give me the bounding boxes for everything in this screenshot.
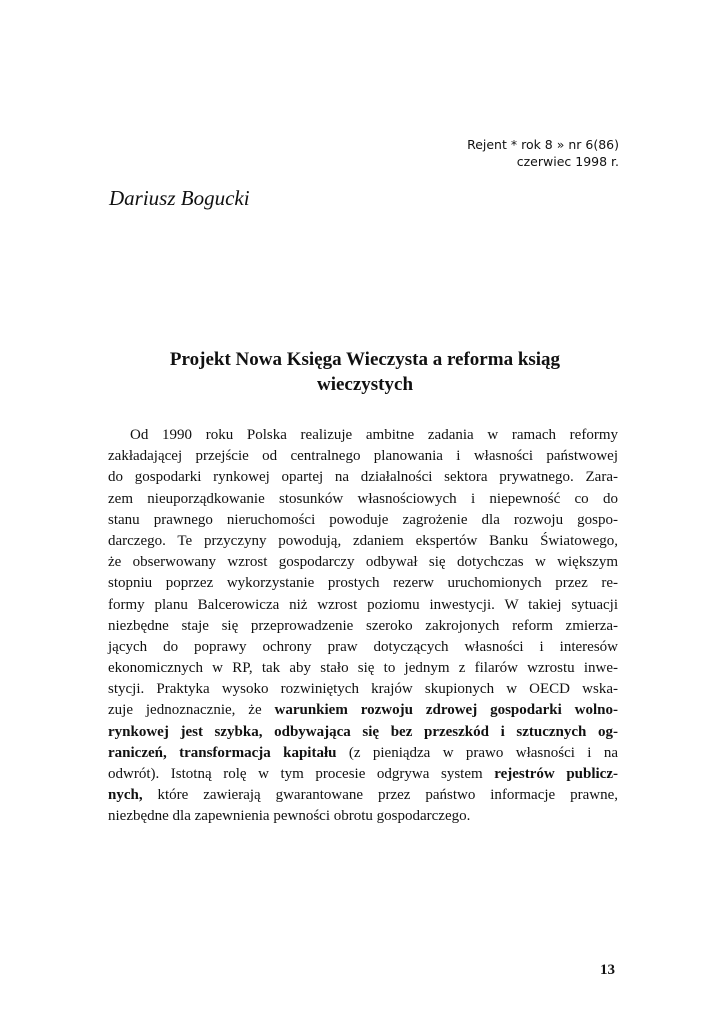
body-line: [108, 764, 618, 785]
body-line: stopniu poprzez wykorzystanie prostych rezerw uruchomionych przez re-: [108, 575, 618, 592]
body-line: [108, 722, 618, 743]
page-number: 13: [600, 962, 615, 978]
body-text: (z pieniądza w prawo własności i na: [336, 744, 618, 761]
body-bold-text: raniczeń, transformacja kapitału: [108, 744, 337, 761]
body-bold-text: nych,: [108, 787, 143, 804]
title-line-1: Projekt Nowa Księga Wieczysta a reforma ksiąg: [169, 349, 561, 370]
body-line: niezbędne dla zapewnienia pewności obrotu gospodarczego.: [108, 808, 471, 825]
body-line: [108, 700, 618, 721]
author-name: Dariusz Bogucki: [109, 186, 250, 210]
body-line: [108, 743, 618, 764]
body-line: darczego. Te przyczyny powodują, zdaniem ekspertów Banku Światowego,: [108, 532, 618, 549]
body-line: stanu prawnego nieruchomości powoduje zagrożenie dla rozwoju gospo-: [108, 511, 618, 528]
body-bold-text: rynkowej jest szybka, odbywająca się bez przeszkód i sztucznych og-: [108, 723, 618, 740]
body-line: do gospodarki rynkowej opartej na działalności sektora prywatnego. Zara-: [108, 469, 618, 486]
body-line: formy planu Balcerowicza niż wzrost poziomu inwestycji. W takiej sytuacji: [108, 596, 618, 613]
body-bold-text: rejestrów publicz-: [494, 766, 618, 782]
body-text: zuje jednoznacznie, że: [108, 702, 275, 719]
journal-date: czerwiec 1998 r.: [516, 154, 619, 169]
body-line: [108, 785, 618, 806]
journal-header: [467, 136, 619, 170]
article-title: [120, 347, 610, 397]
body-line: zakładającej przejście od centralnego planowania i własności państwowej: [108, 448, 618, 465]
body-text: odwrót). Istotną rolę w tym procesie odgrywa system: [108, 766, 495, 782]
body-line: Od 1990 roku Polska realizuje ambitne zadania w ramach reformy: [130, 427, 618, 443]
body-text: które zawierają gwarantowane przez państwo informacje prawne,: [142, 787, 618, 804]
journal-issue: Rejent * rok 8 » nr 6(86): [467, 137, 619, 152]
body-line: niezbędne staje się przeprowadzenie szeroko zakrojonych reform zmierza-: [108, 617, 618, 634]
body-line: jących do poprawy ochrony praw dotyczących własności i interesów: [108, 638, 618, 655]
body-line: że obserwowany wzrost gospodarczy odbywał się dotychczas w większym: [108, 554, 618, 571]
body-line: ekonomicznych w RP, tak aby stało się to jednym z filarów wzrostu inwe-: [108, 660, 618, 677]
body-bold-text: warunkiem rozwoju zdrowej gospodarki wolno-: [274, 702, 618, 719]
body-line: zem nieuporządkowanie stosunków własnościowych i niepewność co do: [108, 490, 618, 507]
article-body: [108, 425, 618, 828]
body-line: stycji. Praktyka wysoko rozwiniętych krajów skupionych w OECD wska-: [108, 681, 618, 698]
title-line-2: wieczystych: [316, 374, 414, 395]
